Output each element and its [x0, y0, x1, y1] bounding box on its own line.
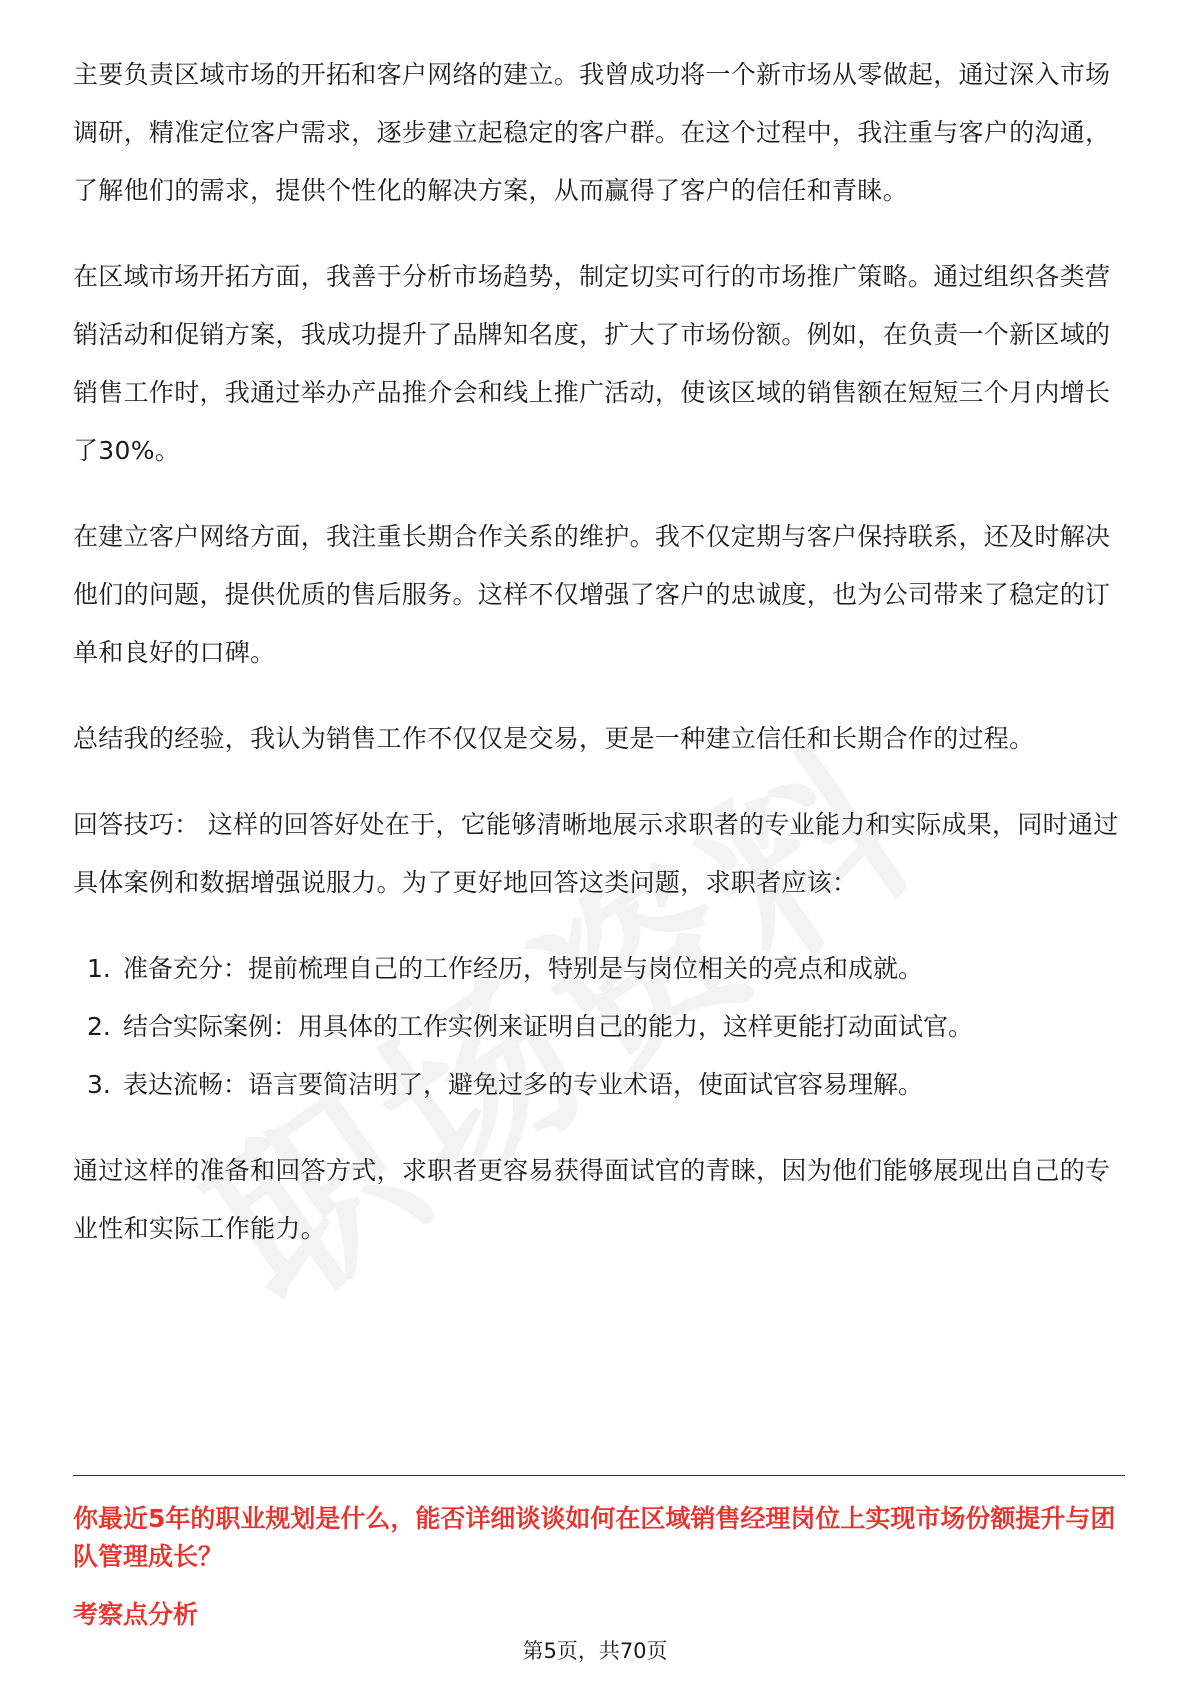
- answer-paragraph-4: 总结我的经验，我认为销售工作不仅仅是交易，更是一种建立信任和长期合作的过程。: [73, 724, 1035, 753]
- section-divider: [73, 1475, 1125, 1476]
- tips-list: [73, 940, 1123, 1114]
- list-item: [73, 998, 1123, 1056]
- answer-body: [73, 46, 1123, 1286]
- list-item: [73, 940, 1123, 998]
- list-item: [73, 1056, 1123, 1114]
- list-item-text: 准备充分：提前梳理自己的工作经历，特别是与岗位相关的亮点和成就。: [123, 954, 924, 983]
- answer-paragraph-1: 主要负责区域市场的开拓和客户网络的建立。我曾成功将一个新市场从零做起，通过深入市场调研，精准定位客户需求，逐步建立起稳定的客户群。在这个过程中，我注重与客户的沟通，了解他们的需求，提供个性化的解决方案，从而赢得了客户的信任和青睐。: [73, 60, 1111, 205]
- answer-paragraph-3: 在建立客户网络方面，我注重长期合作关系的维护。我不仅定期与客户保持联系，还及时解决他们的问题，提供优质的售后服务。这样不仅增强了客户的忠诚度，也为公司带来了稳定的订单和良好的口碑。: [73, 522, 1111, 667]
- list-item-number: 3.: [87, 1070, 111, 1099]
- next-question-title: 你最近5年的职业规划是什么，能否详细谈谈如何在区域销售经理岗位上实现市场份额提升与团队管理成长？: [73, 1504, 1116, 1571]
- section-heading: 考察点分析: [73, 1600, 199, 1629]
- answer-paragraph-2: 在区域市场开拓方面，我善于分析市场趋势，制定切实可行的市场推广策略。通过组织各类营销活动和促销方案，我成功提升了品牌知名度，扩大了市场份额。例如，在负责一个新区域的销售工作时，我通过举办产品推介会和线上推广活动，使该区域的销售额在短短三个月内增长了30%。: [73, 262, 1111, 465]
- list-item-number: 1.: [87, 954, 111, 983]
- list-item-text: 表达流畅：语言要简洁明了，避免过多的专业术语，使面试官容易理解。: [123, 1070, 924, 1099]
- list-item-text: 结合实际案例：用具体的工作实例来证明自己的能力，这样更能打动面试官。: [123, 1012, 974, 1041]
- page-footer: 第5页，共70页: [522, 1639, 668, 1663]
- answer-tips-intro: 回答技巧： 这样的回答好处在于，它能够清晰地展示求职者的专业能力和实际成果，同时通过具体案例和数据增强说服力。为了更好地回答这类问题，求职者应该：: [73, 810, 1119, 897]
- list-item-number: 2.: [87, 1012, 111, 1041]
- closing-paragraph: 通过这样的准备和回答方式，求职者更容易获得面试官的青睐，因为他们能够展现出自己的专业性和实际工作能力。: [73, 1156, 1111, 1243]
